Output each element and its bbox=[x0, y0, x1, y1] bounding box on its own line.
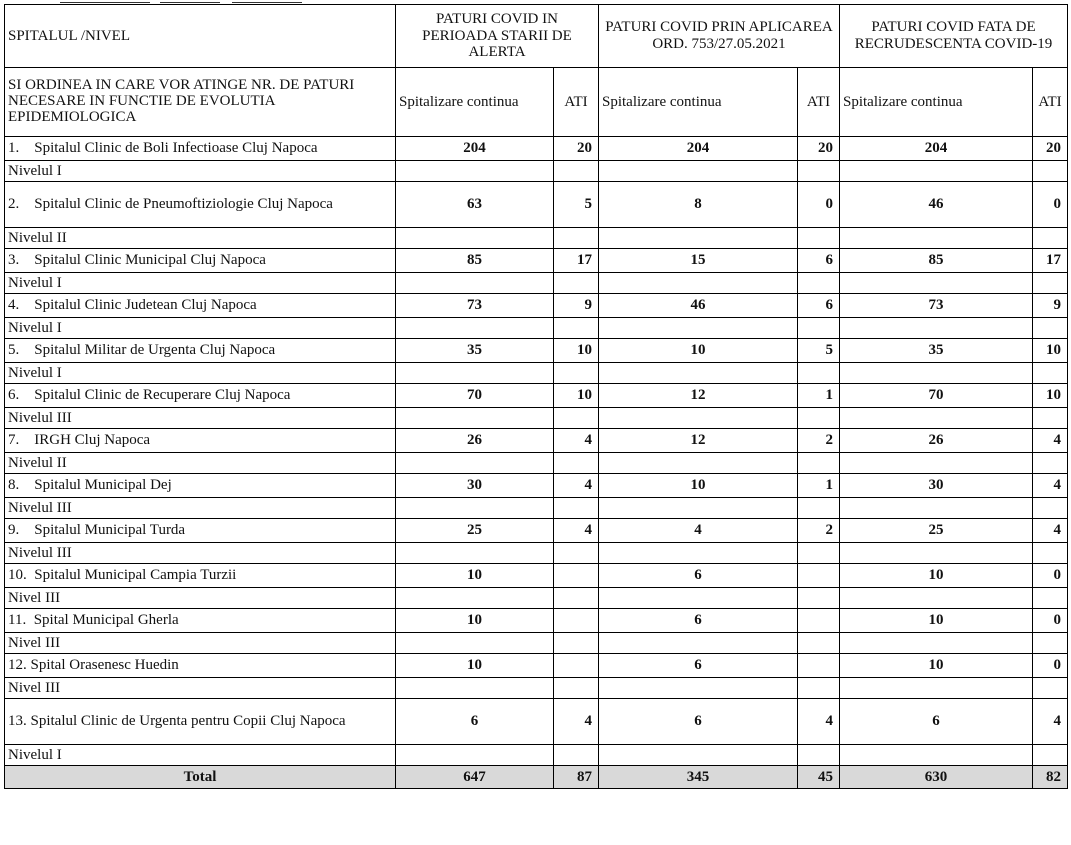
empty-cell bbox=[554, 678, 599, 699]
empty-cell bbox=[1033, 318, 1068, 339]
level-row bbox=[5, 408, 1068, 429]
cell-alerta-ati: 9 bbox=[554, 294, 599, 318]
empty-cell bbox=[840, 543, 1033, 564]
empty-cell bbox=[554, 228, 599, 249]
empty-cell bbox=[396, 161, 554, 182]
hospital-name: 13. Spitalul Clinic de Urgenta pentru Copii Cluj Napoca bbox=[5, 699, 396, 745]
empty-cell bbox=[396, 745, 554, 766]
hospital-level: Nivelul I bbox=[5, 745, 396, 766]
cell-recr-ati: 9 bbox=[1033, 294, 1068, 318]
level-row bbox=[5, 745, 1068, 766]
cell-ord-ati: 2 bbox=[798, 519, 840, 543]
cell-ord-sc: 6 bbox=[599, 609, 798, 633]
cell-ord-ati: 0 bbox=[798, 182, 840, 228]
cell-alerta-ati bbox=[554, 609, 599, 633]
total-row bbox=[5, 766, 1068, 789]
cell-alerta-sc: 10 bbox=[396, 654, 554, 678]
empty-cell bbox=[1033, 453, 1068, 474]
empty-cell bbox=[1033, 633, 1068, 654]
header-ordin-spitalizare: Spitalizare continua bbox=[599, 68, 798, 137]
cell-ord-sc: 4 bbox=[599, 519, 798, 543]
cell-ord-sc: 12 bbox=[599, 384, 798, 408]
hospital-level: Nivelul III bbox=[5, 543, 396, 564]
empty-cell bbox=[396, 273, 554, 294]
cell-recr-ati: 4 bbox=[1033, 474, 1068, 498]
cell-ord-ati bbox=[798, 564, 840, 588]
empty-cell bbox=[798, 161, 840, 182]
empty-cell bbox=[798, 633, 840, 654]
empty-cell bbox=[554, 498, 599, 519]
cell-ord-ati bbox=[798, 654, 840, 678]
empty-cell bbox=[798, 588, 840, 609]
empty-cell bbox=[554, 363, 599, 384]
hospital-name: 8. Spitalul Municipal Dej bbox=[5, 474, 396, 498]
level-row bbox=[5, 273, 1068, 294]
empty-cell bbox=[554, 745, 599, 766]
empty-cell bbox=[798, 678, 840, 699]
hospital-row bbox=[5, 429, 1068, 453]
cell-alerta-ati: 10 bbox=[554, 384, 599, 408]
hospital-name: 3. Spitalul Clinic Municipal Cluj Napoca bbox=[5, 249, 396, 273]
cell-recr-sc: 46 bbox=[840, 182, 1033, 228]
cell-alerta-ati: 4 bbox=[554, 519, 599, 543]
cell-alerta-sc: 35 bbox=[396, 339, 554, 363]
empty-cell bbox=[599, 633, 798, 654]
empty-cell bbox=[798, 363, 840, 384]
hospital-row bbox=[5, 474, 1068, 498]
cell-recr-sc: 10 bbox=[840, 609, 1033, 633]
level-row bbox=[5, 453, 1068, 474]
empty-cell bbox=[599, 678, 798, 699]
empty-cell bbox=[798, 273, 840, 294]
cell-ord-ati: 1 bbox=[798, 384, 840, 408]
cell-recr-ati: 20 bbox=[1033, 137, 1068, 161]
empty-cell bbox=[840, 318, 1033, 339]
empty-cell bbox=[1033, 273, 1068, 294]
hospital-row bbox=[5, 519, 1068, 543]
cell-alerta-sc: 6 bbox=[396, 699, 554, 745]
hospital-level: Nivelul III bbox=[5, 408, 396, 429]
hospital-row bbox=[5, 294, 1068, 318]
cell-ord-ati: 6 bbox=[798, 249, 840, 273]
empty-cell bbox=[599, 543, 798, 564]
total-alerta-ati: 87 bbox=[554, 766, 599, 789]
empty-cell bbox=[396, 543, 554, 564]
empty-cell bbox=[599, 745, 798, 766]
cell-recr-sc: 70 bbox=[840, 384, 1033, 408]
header-row-sub bbox=[5, 68, 1068, 137]
cell-ord-ati: 4 bbox=[798, 699, 840, 745]
empty-cell bbox=[798, 408, 840, 429]
empty-cell bbox=[396, 228, 554, 249]
cell-alerta-ati bbox=[554, 654, 599, 678]
level-row bbox=[5, 633, 1068, 654]
level-row bbox=[5, 543, 1068, 564]
empty-cell bbox=[1033, 161, 1068, 182]
cell-recr-sc: 73 bbox=[840, 294, 1033, 318]
cell-alerta-ati: 17 bbox=[554, 249, 599, 273]
hospital-level: Nivelul II bbox=[5, 453, 396, 474]
cell-alerta-ati: 4 bbox=[554, 699, 599, 745]
hospital-name: 1. Spitalul Clinic de Boli Infectioase Cluj Napoca bbox=[5, 137, 396, 161]
hospital-level: Nivelul II bbox=[5, 228, 396, 249]
hospital-level: Nivelul I bbox=[5, 161, 396, 182]
header-spital-nivel: SPITALUL /NIVEL bbox=[5, 5, 396, 68]
empty-cell bbox=[1033, 745, 1068, 766]
empty-cell bbox=[1033, 678, 1068, 699]
cell-ord-ati bbox=[798, 609, 840, 633]
hospital-level: Nivelul III bbox=[5, 498, 396, 519]
empty-cell bbox=[840, 408, 1033, 429]
empty-cell bbox=[798, 453, 840, 474]
empty-cell bbox=[798, 318, 840, 339]
cell-recr-ati: 4 bbox=[1033, 699, 1068, 745]
cell-ord-sc: 10 bbox=[599, 474, 798, 498]
cell-recr-sc: 6 bbox=[840, 699, 1033, 745]
hospital-level: Nivel III bbox=[5, 633, 396, 654]
empty-cell bbox=[840, 453, 1033, 474]
total-label: Total bbox=[5, 766, 396, 789]
cell-alerta-ati: 20 bbox=[554, 137, 599, 161]
cell-ord-sc: 204 bbox=[599, 137, 798, 161]
hospital-row bbox=[5, 699, 1068, 745]
empty-cell bbox=[798, 745, 840, 766]
total-ord-ati: 45 bbox=[798, 766, 840, 789]
cell-recr-ati: 4 bbox=[1033, 519, 1068, 543]
cell-recr-ati: 4 bbox=[1033, 429, 1068, 453]
hospital-row bbox=[5, 339, 1068, 363]
cell-alerta-sc: 63 bbox=[396, 182, 554, 228]
empty-cell bbox=[599, 408, 798, 429]
hospital-level: Nivelul I bbox=[5, 318, 396, 339]
empty-cell bbox=[599, 228, 798, 249]
cell-ord-ati: 20 bbox=[798, 137, 840, 161]
empty-cell bbox=[599, 588, 798, 609]
empty-cell bbox=[554, 273, 599, 294]
empty-cell bbox=[599, 453, 798, 474]
total-recr-ati: 82 bbox=[1033, 766, 1068, 789]
cell-recr-sc: 85 bbox=[840, 249, 1033, 273]
empty-cell bbox=[599, 363, 798, 384]
level-row bbox=[5, 678, 1068, 699]
cell-ord-ati: 6 bbox=[798, 294, 840, 318]
empty-cell bbox=[1033, 408, 1068, 429]
cell-ord-sc: 12 bbox=[599, 429, 798, 453]
hospital-level: Nivelul I bbox=[5, 363, 396, 384]
level-row bbox=[5, 161, 1068, 182]
empty-cell bbox=[554, 161, 599, 182]
header-group-alerta: PATURI COVID IN PERIOADA STARII DE ALERTA bbox=[396, 5, 599, 68]
cell-recr-ati: 0 bbox=[1033, 564, 1068, 588]
cell-alerta-sc: 25 bbox=[396, 519, 554, 543]
total-ord-sc: 345 bbox=[599, 766, 798, 789]
empty-cell bbox=[554, 318, 599, 339]
cell-alerta-sc: 30 bbox=[396, 474, 554, 498]
empty-cell bbox=[554, 453, 599, 474]
empty-cell bbox=[840, 745, 1033, 766]
cell-ord-sc: 6 bbox=[599, 654, 798, 678]
cell-recr-ati: 10 bbox=[1033, 384, 1068, 408]
cell-ord-ati: 5 bbox=[798, 339, 840, 363]
cell-recr-sc: 10 bbox=[840, 564, 1033, 588]
cell-recr-sc: 30 bbox=[840, 474, 1033, 498]
cell-ord-sc: 8 bbox=[599, 182, 798, 228]
cell-alerta-ati: 10 bbox=[554, 339, 599, 363]
header-group-recrudescenta: PATURI COVID FATA DE RECRUDESCENTA COVID-19 bbox=[840, 5, 1068, 68]
hospital-row bbox=[5, 384, 1068, 408]
header-row-groups bbox=[5, 5, 1068, 68]
cell-recr-sc: 25 bbox=[840, 519, 1033, 543]
cell-recr-sc: 10 bbox=[840, 654, 1033, 678]
cell-recr-ati: 17 bbox=[1033, 249, 1068, 273]
hospital-row bbox=[5, 564, 1068, 588]
cell-alerta-sc: 10 bbox=[396, 609, 554, 633]
hospital-name: 4. Spitalul Clinic Judetean Cluj Napoca bbox=[5, 294, 396, 318]
level-row bbox=[5, 363, 1068, 384]
cell-alerta-sc: 204 bbox=[396, 137, 554, 161]
cell-ord-ati: 2 bbox=[798, 429, 840, 453]
empty-cell bbox=[840, 161, 1033, 182]
hospital-row bbox=[5, 654, 1068, 678]
empty-cell bbox=[1033, 543, 1068, 564]
header-alerta-spitalizare: Spitalizare continua bbox=[396, 68, 554, 137]
empty-cell bbox=[396, 453, 554, 474]
hospital-name: 9. Spitalul Municipal Turda bbox=[5, 519, 396, 543]
empty-cell bbox=[840, 678, 1033, 699]
cell-ord-sc: 6 bbox=[599, 564, 798, 588]
cell-ord-sc: 10 bbox=[599, 339, 798, 363]
cell-alerta-sc: 70 bbox=[396, 384, 554, 408]
hospital-level: Nivel III bbox=[5, 678, 396, 699]
cell-ord-sc: 15 bbox=[599, 249, 798, 273]
empty-cell bbox=[1033, 228, 1068, 249]
hospital-name: 2. Spitalul Clinic de Pneumoftiziologie Cluj Napoca bbox=[5, 182, 396, 228]
empty-cell bbox=[840, 363, 1033, 384]
empty-cell bbox=[554, 588, 599, 609]
cell-ord-ati: 1 bbox=[798, 474, 840, 498]
empty-cell bbox=[599, 161, 798, 182]
cell-recr-ati: 0 bbox=[1033, 654, 1068, 678]
empty-cell bbox=[599, 498, 798, 519]
cell-alerta-ati: 5 bbox=[554, 182, 599, 228]
empty-cell bbox=[1033, 498, 1068, 519]
empty-cell bbox=[599, 318, 798, 339]
empty-cell bbox=[840, 633, 1033, 654]
empty-cell bbox=[1033, 588, 1068, 609]
header-ordine-note: SI ORDINEA IN CARE VOR ATINGE NR. DE PATURI NECESARE IN FUNCTIE DE EVOLUTIA EPIDEMIOLOGICA bbox=[5, 68, 396, 137]
hospital-row bbox=[5, 609, 1068, 633]
empty-cell bbox=[1033, 363, 1068, 384]
cell-alerta-ati bbox=[554, 564, 599, 588]
empty-cell bbox=[396, 678, 554, 699]
level-row bbox=[5, 588, 1068, 609]
hospital-name: 5. Spitalul Militar de Urgenta Cluj Napoca bbox=[5, 339, 396, 363]
cell-alerta-ati: 4 bbox=[554, 429, 599, 453]
cell-alerta-sc: 26 bbox=[396, 429, 554, 453]
total-alerta-sc: 647 bbox=[396, 766, 554, 789]
empty-cell bbox=[396, 363, 554, 384]
hospital-name: 10. Spitalul Municipal Campia Turzii bbox=[5, 564, 396, 588]
level-row bbox=[5, 228, 1068, 249]
empty-cell bbox=[554, 543, 599, 564]
hospital-name: 12. Spital Orasenesc Huedin bbox=[5, 654, 396, 678]
empty-cell bbox=[840, 498, 1033, 519]
empty-cell bbox=[840, 588, 1033, 609]
hospital-row bbox=[5, 137, 1068, 161]
header-group-ordin: PATURI COVID PRIN APLICAREA ORD. 753/27.05.2021 bbox=[599, 5, 840, 68]
covid-beds-table bbox=[4, 4, 1068, 789]
empty-cell bbox=[396, 633, 554, 654]
cell-recr-sc: 35 bbox=[840, 339, 1033, 363]
hospital-name: 6. Spitalul Clinic de Recuperare Cluj Napoca bbox=[5, 384, 396, 408]
cell-alerta-sc: 10 bbox=[396, 564, 554, 588]
header-alerta-ati: ATI bbox=[554, 68, 599, 137]
cell-ord-sc: 6 bbox=[599, 699, 798, 745]
cell-recr-sc: 204 bbox=[840, 137, 1033, 161]
cell-recr-sc: 26 bbox=[840, 429, 1033, 453]
empty-cell bbox=[798, 543, 840, 564]
empty-cell bbox=[840, 228, 1033, 249]
header-ordin-ati: ATI bbox=[798, 68, 840, 137]
cell-recr-ati: 0 bbox=[1033, 182, 1068, 228]
empty-cell bbox=[599, 273, 798, 294]
total-recr-sc: 630 bbox=[840, 766, 1033, 789]
empty-cell bbox=[798, 498, 840, 519]
hospital-row bbox=[5, 249, 1068, 273]
empty-cell bbox=[396, 408, 554, 429]
header-recr-ati: ATI bbox=[1033, 68, 1068, 137]
empty-cell bbox=[396, 318, 554, 339]
hospital-name: 11. Spital Municipal Gherla bbox=[5, 609, 396, 633]
header-recr-spitalizare: Spitalizare continua bbox=[840, 68, 1033, 137]
cell-recr-ati: 0 bbox=[1033, 609, 1068, 633]
empty-cell bbox=[798, 228, 840, 249]
empty-cell bbox=[840, 273, 1033, 294]
hospital-level: Nivelul I bbox=[5, 273, 396, 294]
hospital-row bbox=[5, 182, 1068, 228]
cell-alerta-sc: 85 bbox=[396, 249, 554, 273]
cell-recr-ati: 10 bbox=[1033, 339, 1068, 363]
level-row bbox=[5, 498, 1068, 519]
empty-cell bbox=[396, 498, 554, 519]
cell-ord-sc: 46 bbox=[599, 294, 798, 318]
cell-alerta-sc: 73 bbox=[396, 294, 554, 318]
hospital-name: 7. IRGH Cluj Napoca bbox=[5, 429, 396, 453]
empty-cell bbox=[396, 588, 554, 609]
hospital-level: Nivel III bbox=[5, 588, 396, 609]
empty-cell bbox=[554, 408, 599, 429]
level-row bbox=[5, 318, 1068, 339]
cell-alerta-ati: 4 bbox=[554, 474, 599, 498]
empty-cell bbox=[554, 633, 599, 654]
